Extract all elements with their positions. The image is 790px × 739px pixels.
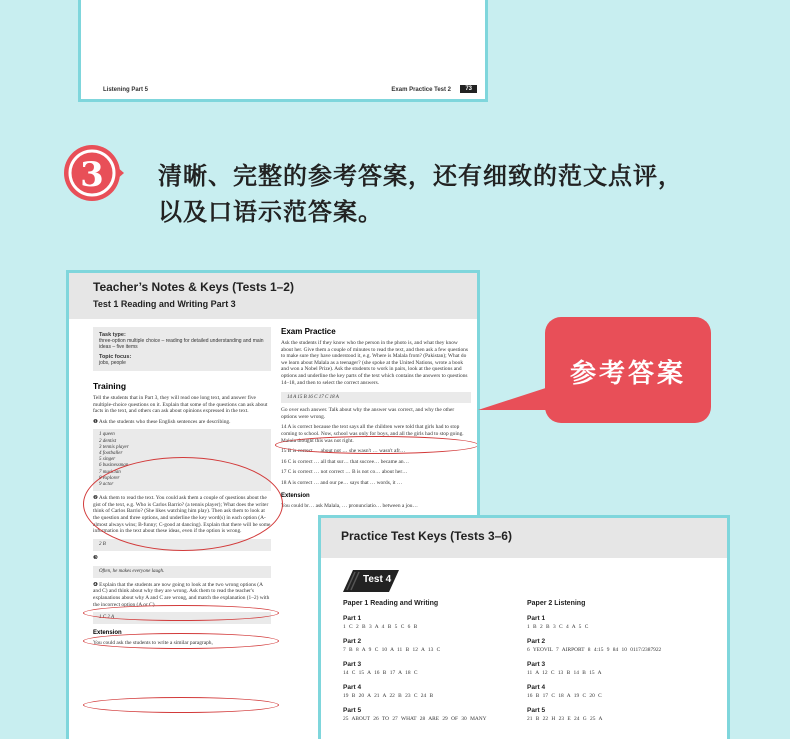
section-headline: [158, 158, 768, 230]
exam-answers: 14 A 15 B 16 C 17 C 18 A: [281, 392, 471, 403]
exam-answer-15: 15 B is correct … about not … she wasn't … wasn't afr…: [281, 448, 406, 455]
task-type-label: Task type:: [99, 332, 126, 338]
exam-answer-14: 14 A is correct because the text says all the children were told that girls had to stop coming to school. Now, school was only for boys, and all the girls had to stop going. Malala thought this was not right.: [281, 424, 464, 444]
answer-list-item: 4 footballer: [99, 450, 123, 456]
exam-practice-text: Ask the students if they know who the person in the photo is, and what they know about her. Give them a couple of minutes to read the text, and then ask a few questions to make sure they have understood it, e.g. Where is Malala from? (Pakistan); What do we learn about Malala as a teenager? (she spoke at the United Nations, wrote a book and won a Nobel Prize). Ask the students to work in pairs, look at the questions and options and underline the key parts of the text which contains the answers to questions 14–18, and then to select the correct answers.: [281, 340, 468, 386]
number-badge-icon: [62, 141, 126, 205]
step-2: ❷ Ask them to read the text. You could ask them a couple of questions about the gist of the text, e.g. Who is Carlos Barrio? (a tennis player); What does the writer think of Carlos Barrio? (She likes watching him play). Then ask them to look at the question and three options, and underline the key word(s) in each option (A-almost always wins; B-funny; C-good at dancing). Explain that there will be some information in the text about these ideas, even if the option is wrong.: [93, 495, 271, 535]
key-part-answers: 21 B 22 H 23 E 24 G 25 A: [527, 716, 603, 722]
answer-list-item: 1 queen: [99, 432, 115, 438]
test-tag-icon: [343, 570, 399, 590]
step-4: ❹ Explain that the students are now going to look at the two wrong options (A and C) and think about why they are wrong. Ask them to read the teacher's explanations about why A and C are wrong, and match the explanation (1–2) with the incorrect option (A or C).: [93, 581, 270, 608]
key-part-answers: 1 B 2 B 3 C 4 A 5 C: [527, 624, 589, 630]
answer-list-item: 3 tennis player: [99, 444, 129, 450]
paper-1-column: [343, 600, 523, 722]
key-part-answers: 1 C 2 B 3 A 4 B 5 C 6 B: [343, 624, 418, 630]
key-part-answers: 6 YEOVIL 7 AIRPORT 8 4:15 9 84 10 0117/2387922: [527, 647, 662, 653]
paper-2-heading: Paper 2 Listening: [527, 600, 586, 607]
task-box: [93, 327, 271, 371]
key-part-answers: 16 B 17 C 18 A 19 C 20 C: [527, 693, 602, 699]
page-footer-left: Listening Part 5: [103, 87, 149, 93]
key-part-label: Part 1: [527, 615, 546, 622]
answer-list-item: 5 singer: [99, 457, 116, 463]
extension-2-heading: Extension: [281, 492, 310, 499]
step-1: ❶ Ask the students who these English sentences are describing.: [93, 418, 231, 425]
answer-list-item: 2 dentist: [99, 438, 117, 444]
step-2-answer: 2 B: [93, 539, 271, 551]
exam-answer-17: 17 C is correct … not correct … B is not co… about her…: [281, 469, 408, 476]
training-intro: Tell the students that in Part 3, they will read one long text, and answer five multiple-choice questions on it. Explain that some of the questions can ask about facts in the text, and others can ask about opinions expressed in the text.: [93, 395, 268, 415]
key-part-label: Part 5: [527, 707, 546, 714]
answer-list-item: 6 businessman: [99, 463, 129, 469]
key-part-answers: 25 ABOUT 26 TO 27 WHAT 28 ARE 29 OF 30 MANY: [343, 716, 487, 722]
teacher-notes-header: [69, 273, 477, 319]
paper-1-heading: Paper 1 Reading and Writing: [343, 600, 439, 607]
topic-focus-label: Topic focus:: [99, 354, 132, 360]
number-badge-digit: 3: [80, 155, 104, 195]
answer-list-item: 9 actor: [99, 482, 114, 487]
exam-practice-text-2: Go over each answer. Talk about why the answer was correct, and why the other options were wrong.: [281, 407, 455, 420]
key-part-label: Part 4: [527, 684, 546, 691]
right-column: [281, 327, 471, 509]
key-part-label: Part 3: [343, 661, 362, 668]
answer-list-item: 7 musician: [99, 469, 121, 475]
key-part-answers: 11 A 12 C 13 B 14 B 15 A: [527, 670, 602, 676]
answer-key-callout: [545, 317, 711, 423]
step-3-answer: Often, he makes everyone laugh.: [93, 566, 271, 578]
callout-label: 参考答案: [569, 359, 686, 389]
highlight-oval-exam-answers: [275, 436, 479, 454]
highlight-oval-step3: [83, 633, 279, 649]
key-part-answers: 7 B 8 A 9 C 10 A 11 B 12 A 13 C: [343, 647, 441, 653]
step-3-number: ❸: [93, 554, 98, 561]
training-heading: Training: [93, 381, 127, 391]
top-page-preview: [78, 0, 488, 102]
test-label: Test 4: [363, 574, 392, 585]
exam-answer-18: 18 A is correct … and our pe… says that … words, it …: [281, 479, 403, 486]
exam-answer-16: 16 C is correct … all that sur… that succee… became an…: [281, 458, 409, 465]
teacher-notes-subtitle: Test 1 Reading and Writing Part 3: [93, 299, 236, 309]
headline-line-2: 以及口语示范答案。: [158, 198, 383, 226]
practice-keys-page: [318, 515, 730, 739]
answer-list-item: 8 explorer: [99, 475, 120, 481]
key-part-answers: 14 C 15 A 16 B 17 A 18 C: [343, 670, 418, 676]
extension-heading: Extension: [93, 630, 122, 637]
key-part-label: Part 3: [527, 661, 546, 668]
task-type-value: three-option multiple choice – reading for detailed understanding and main ideas – five items: [99, 338, 264, 350]
highlight-oval-step4: [83, 697, 279, 713]
highlight-oval-answers-list: [83, 457, 283, 551]
key-part-label: Part 2: [343, 638, 362, 645]
key-part-answers: 19 B 20 A 21 A 22 B 23 C 24 B: [343, 693, 434, 699]
page-footer-right: Exam Practice Test 2: [391, 87, 451, 93]
key-part-label: Part 4: [343, 684, 362, 691]
teacher-notes-title: Teacher’s Notes & Keys (Tests 1–2): [93, 280, 294, 294]
paper-2-column: [527, 600, 707, 722]
key-part-label: Part 1: [343, 615, 362, 622]
key-part-label: Part 5: [343, 707, 362, 714]
headline-line-1: 清晰、完整的参考答案，还有细致的范文点评，: [158, 162, 683, 190]
step-4-answer: 1 C 2 A: [93, 612, 271, 624]
key-part-label: Part 2: [527, 638, 546, 645]
practice-keys-title: Practice Test Keys (Tests 3–6): [321, 518, 727, 558]
topic-focus-value: jobs, people: [99, 360, 126, 366]
page-number: 73: [460, 85, 477, 93]
highlight-oval-step2: [83, 605, 279, 621]
extension-2-text: You could br… ask Malala, … pronunciatio… between a jou…: [281, 502, 418, 509]
extension-text: You could ask the students to write a similar paragraph,: [93, 640, 213, 647]
exam-practice-heading: Exam Practice: [281, 327, 336, 336]
